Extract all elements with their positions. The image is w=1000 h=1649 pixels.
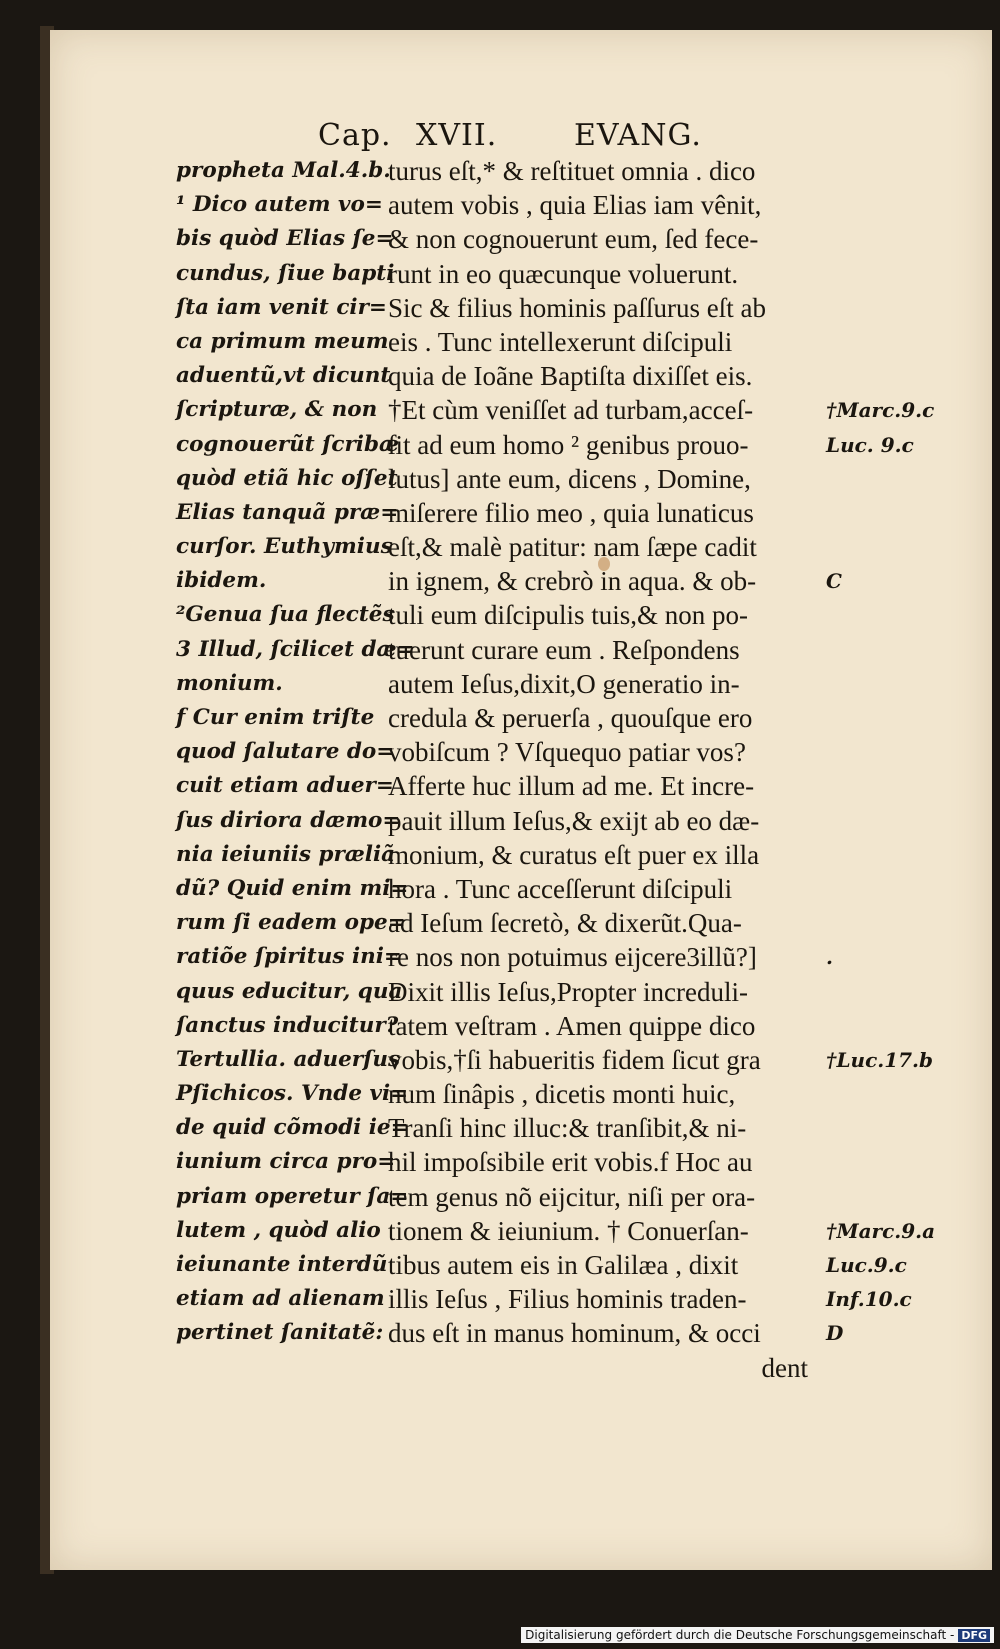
reference-line: †Marc.9.a xyxy=(826,1218,936,1243)
reference-line: C xyxy=(826,569,842,594)
margin-note-line: quòd etiã hic oſſet xyxy=(176,465,398,491)
reference-line xyxy=(826,667,976,701)
header-chapter-number: XVII. xyxy=(416,118,498,153)
reference-line xyxy=(826,975,976,1009)
margin-note-line: lutem , quòd alio xyxy=(176,1217,381,1243)
margin-note-line: ſanctus inducitur? xyxy=(176,1012,399,1038)
text-line: tuli eum diſcipulis tuis,& non po- xyxy=(388,600,748,631)
reference-line: Luc. 9.c xyxy=(826,432,914,457)
text-line: Tranſi hinc illuc:& tranſibit,& ni- xyxy=(388,1113,747,1144)
margin-note-line: aduentũ,vt dicunt xyxy=(176,363,391,389)
text-line: in ignem, & crebrò in aqua. & ob- xyxy=(388,566,757,597)
reference-line xyxy=(826,633,976,667)
margin-note-line: ſcripturæ, & non xyxy=(176,397,378,423)
text-line: re nos non potuimus eijcere3illũ?] xyxy=(388,942,757,973)
reference-line: †Marc.9.c xyxy=(826,398,935,423)
reference-line xyxy=(826,1145,976,1179)
text-line: eis . Tunc intellexerunt diſcipuli xyxy=(388,326,733,357)
reference-line: Inf.10.c xyxy=(826,1287,912,1312)
margin-note-line: ſus diriora dæmo= xyxy=(176,807,401,833)
margin-note-line: Tertullia. aduerſus xyxy=(176,1046,401,1072)
margin-note-line: ibidem. xyxy=(176,568,267,594)
margin-note-line: Elias tanquã præ= xyxy=(176,499,399,525)
text-line: hora . Tunc acceſſerunt diſcipuli xyxy=(388,873,733,904)
reference-line xyxy=(826,804,976,838)
text-line: turus eſt,* & reſtituet omnia . dico xyxy=(388,156,756,186)
text-line: Afferte huc illum ad me. Et incre- xyxy=(388,771,755,802)
reference-line xyxy=(826,188,976,222)
text-line: autem vobis , quia Elias iam vênit, xyxy=(388,190,762,221)
text-line: illis Ieſus , Filius hominis traden- xyxy=(388,1284,747,1315)
margin-note-line: f Cur enim triſte xyxy=(176,705,375,730)
margin-note-line: ²Genua ſua flectẽs xyxy=(176,602,395,628)
reference-line xyxy=(826,462,976,496)
margin-note-line: ſta iam venit cir= xyxy=(176,294,387,320)
reference-line xyxy=(826,906,976,940)
text-line: tem genus nõ eijcitur, niſi per ora- xyxy=(388,1181,756,1212)
margin-note-line: quod ſalutare do= xyxy=(176,739,395,765)
reference-line xyxy=(826,1077,976,1111)
text-line: miſerere filio meo , quia lunaticus xyxy=(388,497,754,528)
text-line: tibus autem eis in Galilæa , dixit xyxy=(388,1250,739,1280)
text-line: pauit illum Ieſus,& exijt ab eo dæ- xyxy=(388,805,760,836)
reference-line xyxy=(826,496,976,530)
text-line: ſit ad eum homo ² genibus prouo- xyxy=(388,429,749,460)
margin-note-line: monium. xyxy=(176,670,283,696)
right-margin-references xyxy=(826,154,976,1351)
reference-line: †Luc.17.b xyxy=(826,1047,933,1072)
text-line: runt in eo quæcunque voluerunt. xyxy=(388,258,739,289)
reference-line xyxy=(826,872,976,906)
footer-text: Digitalisierung gefördert durch die Deutsche Forschungsgemeinschaft - xyxy=(525,1628,955,1642)
text-line: ad Ieſum ſecretò, & dixerũt.Qua- xyxy=(388,908,742,939)
left-margin-notes xyxy=(176,154,415,1351)
text-line: tionem & ieiunium. † Conuerſan- xyxy=(388,1215,749,1246)
margin-note-line: curſor. Euthymius xyxy=(176,534,393,560)
reference-line: Luc.9.c xyxy=(826,1253,907,1277)
text-line: †Et cùm veniſſet ad turbam,acceſ- xyxy=(388,395,754,426)
reference-line xyxy=(826,325,976,359)
margin-note-line: cundus, ſiue bapti xyxy=(176,260,395,286)
margin-note-line: ieiunante interdũ xyxy=(176,1252,388,1277)
margin-note-line: etiam ad alienam xyxy=(176,1286,385,1312)
margin-note-line: quus educitur, qua xyxy=(176,978,403,1004)
margin-note-line: ca primum meum xyxy=(176,328,389,354)
digitization-footer xyxy=(521,1627,994,1643)
text-line: & non cognouerunt eum, ſed fece- xyxy=(388,224,759,255)
reference-line: D xyxy=(826,1321,844,1346)
reference-line xyxy=(826,598,976,632)
main-text-column xyxy=(388,154,830,1385)
reference-line xyxy=(826,701,976,735)
text-line: tuerunt curare eum . Reſpondens xyxy=(388,634,740,665)
running-header xyxy=(318,118,738,158)
catchword: dent xyxy=(761,1352,808,1383)
text-line: quia de Ioãne Baptiſta dixiſſet eis. xyxy=(388,361,753,392)
margin-note-line: Pſichicos. Vnde vi= xyxy=(176,1081,409,1107)
text-line: tatem veſtram . Amen quippe dico xyxy=(388,1010,756,1041)
text-line: dus eſt in manus hominum, & occi xyxy=(388,1318,761,1349)
margin-note-line: cuit etiam aduer= xyxy=(176,773,394,799)
margin-note-line: pertinet ſanitatẽ: xyxy=(176,1320,384,1346)
margin-note-line: bis quòd Elias ſe= xyxy=(176,226,394,252)
reference-line xyxy=(826,291,976,325)
margin-note-line: ¹ Dico autem vo= xyxy=(176,192,383,218)
dfg-logo: DFG xyxy=(958,1629,990,1642)
text-line: Sic & filius hominis paſſurus eſt ab xyxy=(388,292,766,323)
reference-line xyxy=(826,1009,976,1043)
margin-note-line: dũ? Quid enim mi= xyxy=(176,875,409,901)
text-line: autem Ieſus,dixit,O generatio in- xyxy=(388,668,740,699)
margin-note-line: nia ieiuniis præliã xyxy=(176,841,396,867)
text-line: credula & peruerſa , quouſque ero xyxy=(388,703,753,733)
reference-line xyxy=(826,359,976,393)
text-line: hil impoſsibile erit vobis.f Hoc au xyxy=(388,1147,753,1178)
reference-line xyxy=(826,1180,976,1214)
margin-note-line: 3 Illud, ſcilicet dæ= xyxy=(176,636,415,662)
margin-note-line: priam operetur ſa= xyxy=(176,1183,409,1209)
reference-line xyxy=(826,838,976,872)
text-line: monium, & curatus eſt puer ex illa xyxy=(388,839,760,870)
text-line: eſt,& malè patitur: nam ſæpe cadit xyxy=(388,532,757,563)
text-line: vobiſcum ? Vſquequo patiar vos? xyxy=(388,737,746,768)
margin-note-line: iunium circa pro= xyxy=(176,1149,396,1175)
header-chapter: Cap. xyxy=(318,118,392,153)
reference-line xyxy=(826,257,976,291)
margin-note-line: ratiõe ſpiritus ini= xyxy=(176,944,402,970)
reference-line xyxy=(826,1111,976,1145)
text-line: num ſinâpis , dicetis monti huic, xyxy=(388,1079,736,1110)
margin-note-line: propheta Mal.4.b. xyxy=(176,158,391,183)
reference-line xyxy=(826,735,976,769)
text-line: Dixit illis Ieſus,Propter increduli- xyxy=(388,976,748,1007)
reference-line xyxy=(826,222,976,256)
margin-note-line: de quid cõmodi ie= xyxy=(176,1115,409,1141)
reference-line: . xyxy=(826,945,833,970)
text-line: lutus] ante eum, dicens , Domine, xyxy=(388,463,751,494)
reference-line xyxy=(826,154,976,188)
reference-line xyxy=(826,530,976,564)
reference-line xyxy=(826,769,976,803)
header-book-title: EVANG. xyxy=(574,118,702,153)
margin-note-line: rum ſi eadem ope= xyxy=(176,910,406,936)
text-line: vobis,†ſi habueritis fidem ſicut gra xyxy=(388,1044,761,1075)
margin-note-line: cognouerũt ſcribæ xyxy=(176,431,400,457)
